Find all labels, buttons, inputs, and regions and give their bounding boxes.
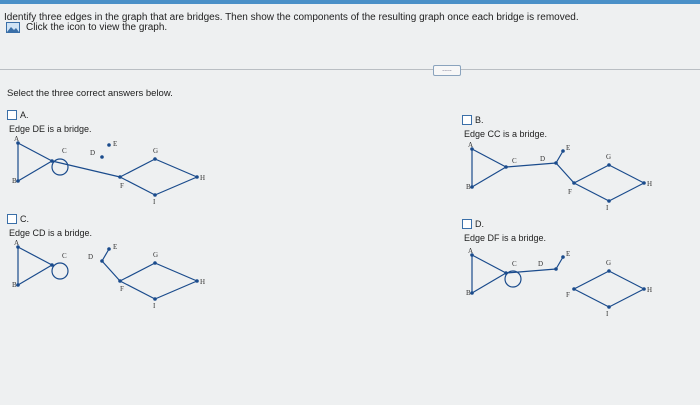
label-a: A (468, 141, 474, 149)
option-c-letter: C. (20, 214, 29, 224)
node-c (504, 271, 508, 275)
option-c-description: Edge CD is a bridge. (9, 228, 93, 238)
option-c-graph (12, 239, 212, 310)
edge-gh (609, 165, 644, 183)
label-b: B (12, 281, 17, 289)
edge-df (556, 163, 574, 183)
option-b-description: Edge CC is a bridge. (464, 129, 548, 139)
top-accent-bar (0, 0, 700, 4)
label-f: F (568, 188, 572, 196)
node-f (572, 181, 576, 185)
label-d: D (90, 149, 96, 157)
edge-bc (18, 265, 52, 285)
edge-ac (18, 143, 52, 161)
edge-de (102, 249, 109, 261)
option-d-description: Edge DF is a bridge. (464, 233, 547, 243)
prompt-text: Select the three correct answers below. (7, 88, 173, 99)
edge-if (574, 183, 609, 201)
node-d (100, 259, 104, 263)
label-b: B (466, 289, 471, 297)
option-d-graph (466, 247, 666, 318)
node-c (50, 159, 54, 163)
label-g: G (606, 153, 612, 161)
loop-c (52, 263, 68, 279)
label-c: C (62, 147, 67, 155)
option-a-letter: A. (20, 110, 29, 120)
node-b (16, 283, 20, 287)
edge-fg (574, 165, 609, 183)
loop-c (52, 159, 68, 175)
node-e (561, 149, 565, 153)
node-c (50, 263, 54, 267)
edge-de (556, 257, 563, 269)
label-i: I (153, 302, 156, 310)
node-h (195, 175, 199, 179)
edge-if (120, 281, 155, 299)
node-f (118, 279, 122, 283)
more-button[interactable]: ..... (433, 65, 461, 76)
node-i (607, 305, 611, 309)
label-c: C (512, 260, 517, 268)
node-b (470, 185, 474, 189)
node-e (107, 247, 111, 251)
label-a: A (468, 247, 474, 255)
node-i (607, 199, 611, 203)
edge-gh (155, 159, 197, 177)
edge-gh (155, 263, 197, 281)
label-g: G (606, 259, 612, 267)
edge-df (102, 261, 120, 281)
label-c: C (512, 157, 517, 165)
node-h (642, 287, 646, 291)
label-e: E (113, 140, 118, 148)
node-g (607, 269, 611, 273)
edge-hi (155, 177, 197, 195)
node-f (572, 287, 576, 291)
option-b[interactable] (462, 115, 547, 139)
edge-de (556, 151, 563, 163)
node-c (504, 165, 508, 169)
node-b (16, 179, 20, 183)
node-e (561, 255, 565, 259)
option-d[interactable] (462, 219, 546, 243)
image-icon[interactable] (6, 22, 20, 33)
edge-fg (120, 159, 155, 177)
option-a-graph (12, 135, 212, 206)
edge-if (574, 289, 609, 307)
edge-fg (574, 271, 609, 289)
label-d: D (540, 155, 546, 163)
label-i: I (606, 310, 609, 318)
option-a-description: Edge DE is a bridge. (9, 124, 92, 134)
option-c[interactable] (7, 214, 92, 238)
label-h: H (647, 180, 653, 188)
edge-bc (472, 167, 506, 187)
label-b: B (466, 183, 471, 191)
label-c: C (62, 252, 67, 260)
label-f: F (566, 291, 570, 299)
node-h (642, 181, 646, 185)
option-d-checkbox[interactable] (462, 219, 472, 229)
node-h (195, 279, 199, 283)
label-e: E (113, 243, 118, 251)
node-g (153, 261, 157, 265)
node-i (153, 193, 157, 197)
divider (0, 69, 700, 70)
question-text: Identify three edges in the graph that are bridges. Then show the components of the resulting graph once each bridge is removed. (4, 12, 579, 23)
label-f: F (120, 182, 124, 190)
label-e: E (566, 144, 571, 152)
node-g (153, 157, 157, 161)
label-a: A (14, 135, 20, 143)
option-a-checkbox[interactable] (7, 110, 17, 120)
option-c-checkbox[interactable] (7, 214, 17, 224)
node-e (107, 143, 111, 147)
label-e: E (566, 250, 571, 258)
label-f: F (120, 285, 124, 293)
edge-gh (609, 271, 644, 289)
label-h: H (200, 278, 206, 286)
label-h: H (647, 286, 653, 294)
label-a: A (14, 239, 20, 247)
label-g: G (153, 251, 159, 259)
label-i: I (153, 198, 156, 206)
edge-fg (120, 263, 155, 281)
edge-hi (155, 281, 197, 299)
graph-icon-row (6, 22, 167, 33)
option-b-graph (466, 141, 666, 212)
option-a[interactable] (7, 110, 92, 134)
label-i: I (606, 204, 609, 212)
edge-ac (18, 247, 52, 265)
option-d-letter: D. (475, 219, 484, 229)
edge-if (120, 177, 155, 195)
edge-bc (18, 161, 52, 181)
node-f (118, 175, 122, 179)
edge-ac (472, 149, 506, 167)
node-d (100, 155, 104, 159)
node-g (607, 163, 611, 167)
label-g: G (153, 147, 159, 155)
option-b-letter: B. (475, 115, 484, 125)
node-i (153, 297, 157, 301)
label-h: H (200, 174, 206, 182)
icon-hint-text: Click the icon to view the graph. (26, 22, 168, 33)
label-b: B (12, 177, 17, 185)
node-b (470, 291, 474, 295)
option-b-checkbox[interactable] (462, 115, 472, 125)
label-d: D (538, 260, 544, 268)
node-d (554, 267, 558, 271)
edge-hi (609, 289, 644, 307)
edge-bc (472, 273, 506, 293)
node-d (554, 161, 558, 165)
edge-hi (609, 183, 644, 201)
label-d: D (88, 253, 94, 261)
edge-ac (472, 255, 506, 273)
